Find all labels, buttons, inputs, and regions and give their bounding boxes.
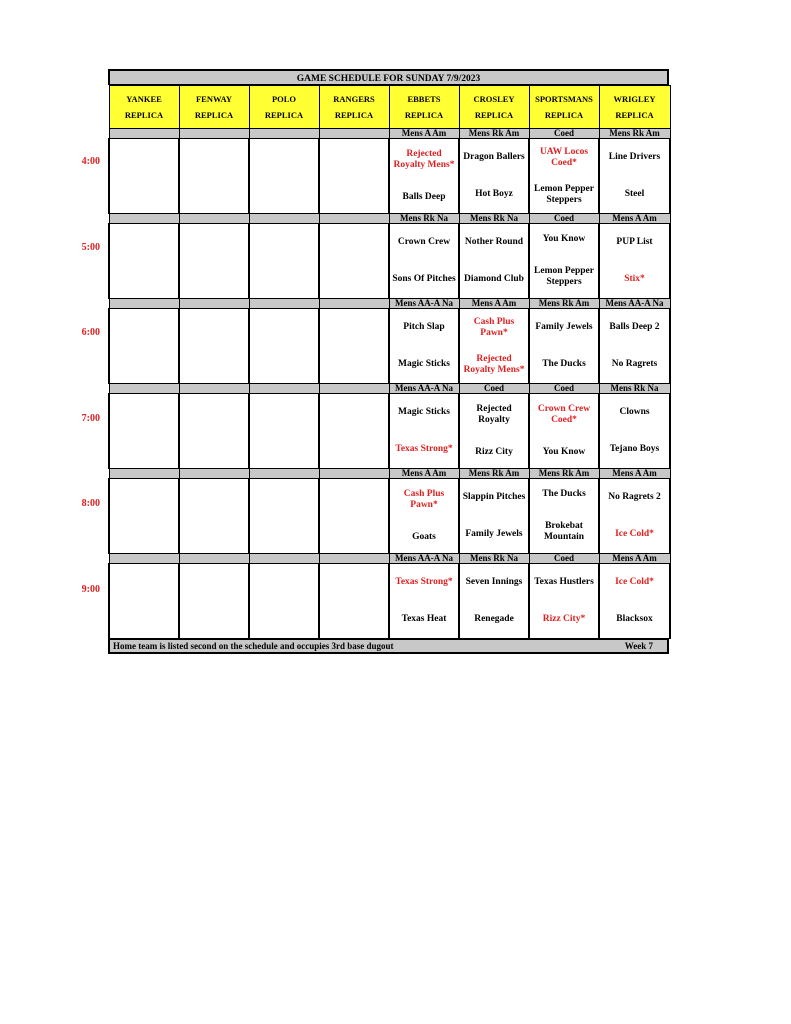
away-team: Pitch Slap	[403, 322, 445, 332]
home-team: Renegade	[474, 614, 514, 624]
home-team: Rejected Royalty Mens*	[463, 353, 525, 375]
home-team: Rizz City	[475, 446, 513, 457]
home-team: The Ducks	[542, 359, 586, 369]
division-label: Coed	[529, 554, 599, 564]
home-team: Balls Deep	[402, 191, 446, 202]
home-team: You Know	[542, 446, 586, 457]
footer-note: Home team is listed second on the schedule and occupies 3rd base dugout	[113, 641, 394, 651]
division-label: Mens Rk Na	[599, 384, 670, 394]
away-team: Family Jewels	[535, 322, 593, 332]
division-label: Coed	[529, 129, 599, 139]
away-team: Ice Cold*	[615, 577, 654, 587]
division-row	[109, 384, 670, 394]
division-label	[319, 384, 389, 394]
home-team: Hot Boyz	[475, 189, 513, 199]
game-cell	[599, 564, 670, 639]
game-cell	[529, 139, 599, 214]
game-row	[109, 139, 670, 214]
division-label: Mens A Am	[389, 469, 459, 479]
away-team: Rejected Royalty	[476, 404, 512, 426]
away-team: Nother Round	[464, 237, 524, 247]
game-cell	[529, 224, 599, 299]
empty-cell	[249, 564, 319, 639]
division-label: Mens Rk Na	[389, 214, 459, 224]
field-header: RANGERS REPLICA	[319, 86, 389, 129]
division-label: Coed	[529, 214, 599, 224]
away-team: Rejected Royalty Mens*	[393, 149, 455, 171]
away-team: Texas Strong*	[395, 577, 453, 587]
game-cell	[599, 394, 670, 469]
game-row	[109, 564, 670, 639]
division-label	[109, 384, 179, 394]
game-cell	[389, 309, 459, 384]
division-label	[109, 554, 179, 564]
field-header: WRIGLEY REPLICA	[599, 86, 670, 129]
home-team: Goats	[412, 531, 436, 542]
away-team: Dragon Ballers	[463, 152, 525, 162]
division-row	[109, 299, 670, 309]
away-team: No Ragrets 2	[608, 492, 661, 502]
schedule-sheet	[108, 69, 669, 654]
game-cell	[599, 139, 670, 214]
empty-cell	[249, 479, 319, 554]
home-team: Tejano Boys	[609, 444, 660, 454]
division-label: Mens AA-A Na	[389, 384, 459, 394]
schedule-table	[108, 85, 671, 639]
empty-cell	[249, 224, 319, 299]
game-cell	[459, 224, 529, 299]
empty-cell	[319, 479, 389, 554]
home-team: Lemon Pepper Steppers	[534, 265, 594, 287]
game-cell	[459, 394, 529, 469]
division-label	[249, 299, 319, 309]
empty-cell	[249, 139, 319, 214]
away-team: The Ducks	[542, 489, 586, 500]
empty-cell	[109, 139, 179, 214]
home-team: Texas Heat	[401, 614, 447, 624]
game-cell	[599, 309, 670, 384]
division-label	[109, 129, 179, 139]
division-row	[109, 469, 670, 479]
home-team: Ice Cold*	[615, 529, 654, 539]
game-cell	[459, 564, 529, 639]
game-cell	[529, 479, 599, 554]
division-label	[109, 214, 179, 224]
home-team: Magic Sticks	[398, 359, 450, 369]
division-label	[109, 469, 179, 479]
division-label	[249, 469, 319, 479]
field-header: EBBETS REPLICA	[389, 86, 459, 129]
away-team: Cash Plus Pawn*	[403, 489, 445, 511]
division-label: Mens Rk Am	[529, 299, 599, 309]
home-team: Stix*	[624, 274, 645, 284]
game-cell	[599, 224, 670, 299]
game-cell	[599, 479, 670, 554]
division-label: Mens AA-A Na	[599, 299, 670, 309]
division-label	[249, 384, 319, 394]
empty-cell	[319, 139, 389, 214]
away-team: PUP List	[616, 237, 653, 247]
time-slot-label: 9:00	[81, 583, 100, 595]
division-label	[249, 214, 319, 224]
empty-cell	[319, 224, 389, 299]
division-label	[179, 384, 249, 394]
away-team: Balls Deep 2	[609, 322, 660, 332]
division-label	[179, 554, 249, 564]
empty-cell	[249, 394, 319, 469]
empty-cell	[319, 564, 389, 639]
game-cell	[389, 394, 459, 469]
game-cell	[459, 479, 529, 554]
field-header-row	[109, 86, 670, 129]
game-cell	[529, 564, 599, 639]
home-team: Family Jewels	[465, 529, 523, 539]
field-header: POLO REPLICA	[249, 86, 319, 129]
home-team: No Ragrets	[611, 359, 658, 369]
game-cell	[459, 139, 529, 214]
time-slot-label: 8:00	[81, 498, 100, 509]
empty-cell	[179, 309, 249, 384]
division-label	[179, 129, 249, 139]
division-label: Coed	[459, 384, 529, 394]
field-header: YANKEE REPLICA	[109, 86, 179, 129]
empty-cell	[319, 309, 389, 384]
division-label: Mens Rk Am	[599, 129, 670, 139]
away-team: Magic Sticks	[398, 407, 450, 417]
empty-cell	[109, 394, 179, 469]
time-slot-label: 7:00	[81, 412, 100, 424]
game-row	[109, 479, 670, 554]
game-cell	[389, 479, 459, 554]
game-row	[109, 224, 670, 299]
home-team: Diamond Club	[464, 274, 524, 284]
division-label: Mens Rk Am	[529, 469, 599, 479]
empty-cell	[179, 224, 249, 299]
division-label	[319, 299, 389, 309]
division-label	[249, 129, 319, 139]
field-header: FENWAY REPLICA	[179, 86, 249, 129]
division-label	[179, 469, 249, 479]
empty-cell	[109, 564, 179, 639]
division-label: Mens Rk Na	[459, 214, 529, 224]
away-team: Crown Crew Coed*	[537, 404, 591, 426]
division-label: Mens Rk Am	[459, 129, 529, 139]
empty-cell	[319, 394, 389, 469]
away-team: Line Drivers	[608, 152, 661, 162]
division-label: Mens Rk Na	[459, 554, 529, 564]
division-label: Mens Rk Am	[459, 469, 529, 479]
away-team: Cash Plus Pawn*	[473, 316, 515, 338]
away-team: Texas Hustlers	[534, 577, 594, 587]
game-row	[109, 309, 670, 384]
empty-cell	[249, 309, 319, 384]
division-label: Mens A Am	[389, 129, 459, 139]
home-team: Lemon Pepper Steppers	[534, 183, 594, 205]
division-label	[319, 214, 389, 224]
away-team: Seven Innings	[465, 577, 523, 587]
empty-cell	[109, 309, 179, 384]
division-row	[109, 214, 670, 224]
home-team: Texas Strong*	[395, 444, 453, 454]
game-cell	[389, 224, 459, 299]
schedule-footer	[108, 639, 669, 654]
empty-cell	[109, 479, 179, 554]
away-team: Crown Crew	[397, 237, 451, 247]
division-row	[109, 129, 670, 139]
division-label: Mens AA-A Na	[389, 299, 459, 309]
game-cell	[529, 309, 599, 384]
home-team: Steel	[624, 189, 645, 199]
game-cell	[389, 564, 459, 639]
empty-cell	[109, 224, 179, 299]
game-cell	[529, 394, 599, 469]
home-team: Blacksox	[616, 614, 653, 624]
division-label	[319, 554, 389, 564]
away-team: Slappin Pitches	[462, 492, 526, 502]
time-slot-label: 4:00	[81, 156, 100, 167]
empty-cell	[179, 479, 249, 554]
division-label: Mens A Am	[459, 299, 529, 309]
division-label	[249, 554, 319, 564]
division-label	[109, 299, 179, 309]
home-team: Rizz City*	[542, 614, 586, 624]
empty-cell	[179, 394, 249, 469]
week-label: Week 7	[624, 641, 653, 651]
empty-cell	[179, 139, 249, 214]
division-label	[319, 129, 389, 139]
division-label	[319, 469, 389, 479]
division-row	[109, 554, 670, 564]
division-label: Coed	[529, 384, 599, 394]
home-team: Sons Of Pitches	[392, 274, 456, 284]
division-label: Mens A Am	[599, 469, 670, 479]
game-row	[109, 394, 670, 469]
field-header: SPORTSMANS REPLICA	[529, 86, 599, 129]
division-label	[179, 299, 249, 309]
time-slot-label: 5:00	[81, 241, 100, 253]
game-cell	[389, 139, 459, 214]
field-header: CROSLEY REPLICA	[459, 86, 529, 129]
home-team: Brokebat Mountain	[543, 520, 585, 542]
time-slot-label: 6:00	[81, 327, 100, 338]
away-team: You Know	[542, 234, 586, 245]
division-label	[179, 214, 249, 224]
division-label: Mens A Am	[599, 214, 670, 224]
game-cell	[459, 309, 529, 384]
empty-cell	[179, 564, 249, 639]
division-label: Mens AA-A Na	[389, 554, 459, 564]
division-label: Mens A Am	[599, 554, 670, 564]
away-team: UAW Locos Coed*	[539, 146, 589, 168]
schedule-title: GAME SCHEDULE FOR SUNDAY 7/9/2023	[108, 69, 669, 85]
away-team: Clowns	[619, 407, 650, 417]
